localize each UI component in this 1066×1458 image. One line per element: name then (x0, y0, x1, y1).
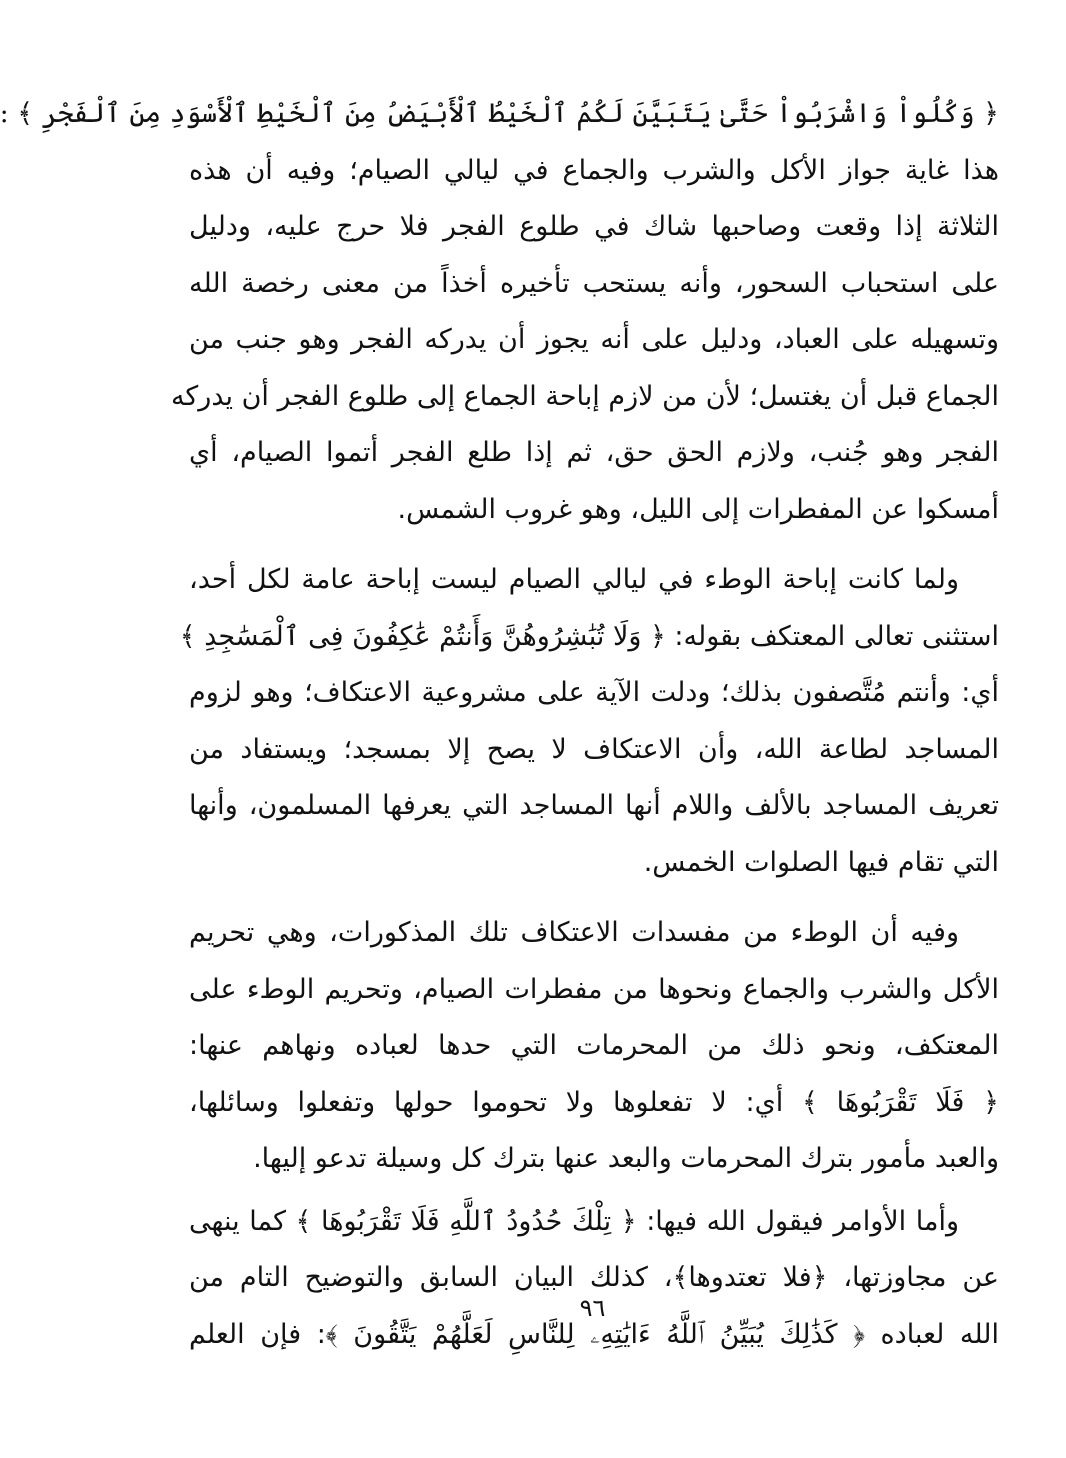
text-line: أي: وأنتم مُتَّصفون بذلك؛ ودلت الآية على مشروعية الاعتكاف؛ وهو لزوم (189, 677, 999, 708)
text-line: وتسهيله على العباد، ودليل على أنه يجوز أن يدركه الفجر وهو جنب من (189, 324, 999, 355)
text-line: تعريف المساجد بالألف واللام أنها المساجد التي يعرفها المسلمون، وأنها (189, 790, 999, 821)
text-line: هذا غاية جواز الأكل والشرب والجماع في ليالي الصيام؛ وفيه أن هذه (189, 154, 999, 186)
text-line: على استحباب السحور، وأنه يستحب تأخيره أخذاً من معنى رخصة الله (189, 267, 999, 299)
text-line: الأكل والشرب والجماع ونحوها من مفطرات الصيام، وتحريم الوطء على (189, 973, 999, 1005)
text-line: الله لعباده ﴿ كَذَٰلِكَ يُبَيِّنُ ٱللَّهُ ءَايَٰتِهِۦ لِلنَّاسِ لَعَلَّهُمْ يَتَّقُونَ ﴾: فإن العلم (189, 1318, 999, 1350)
paragraph-2 (179, 552, 999, 891)
page-body (0, 86, 999, 1363)
text-line: المساجد لطاعة الله، وأن الاعتكاف لا يصح إلا بمسجد؛ ويستفاد من (189, 733, 999, 765)
text-line: ولما كانت إباحة الوطء في ليالي الصيام ليست إباحة عامة لكل أحد، (189, 564, 959, 595)
text-line: ﴿ فَلَا تَقْرَبُوهَا ﴾ أي: لا تفعلوها ولا تحوموا حولها وتفعلوا وسائلها، (189, 1086, 999, 1118)
text-line: الفجر وهو جُنب، ولازم الحق حق، ثم إذا طلع الفجر أتموا الصيام، أي (189, 437, 999, 468)
page-number: ٩٦ (579, 1294, 606, 1322)
text-line: استثنى تعالى المعتكف بقوله: ﴿ وَلَا تُبَٰشِرُوهُنَّ وَأَنتُمْ عَٰكِفُونَ فِى ٱلْمَسَٰجِدِ ﴾ (179, 620, 999, 652)
text-line: وفيه أن الوطء من مفسدات الاعتكاف تلك المذكورات، وهي تحريم (189, 917, 959, 948)
paragraph-3 (189, 905, 999, 1188)
text-line: وأما الأوامر فيقول الله فيها: ﴿ تِلْكَ حُدُودُ ٱللَّهِ فَلَا تَقْرَبُوهَا ﴾ كما ينهى (189, 1205, 959, 1237)
paragraph-1 (0, 86, 999, 538)
text-line: الثلاثة إذا وقعت وصاحبها شاك في طلوع الفجر فلا حرج عليه، ودليل (189, 211, 999, 242)
text-line: المعتكف، ونحو ذلك من المحرمات التي حدها لعباده ونهاهم عنها: (189, 1030, 999, 1061)
text-line: والعبد مأمور بترك المحرمات والبعد عنها بترك كل وسيلة تدعو إليها. (253, 1143, 999, 1174)
paragraph-4 (189, 1194, 999, 1364)
text-line: عن مجاوزتها، ﴿فلا تعتدوها﴾، كذلك البيان السابق والتوضيح التام من (189, 1262, 999, 1293)
verse-line: ﴿ وَكُلُواْ وَاشْرَبُواْ حَتَّىٰ يَتَبَيَّنَ لَكُمُ ٱلْخَيْطُ ٱلْأَبْيَضُ مِنَ ٱلْخَيْطِ ٱلْأَسْوَدِ مِنَ ٱلْفَجْرِ ﴾ : (0, 98, 999, 129)
text-line: الجماع قبل أن يغتسل؛ لأن من لازم إباحة الجماع إلى طلوع الفجر أن يدركه (170, 380, 999, 412)
text-line: التي تقام فيها الصلوات الخمس. (643, 846, 999, 878)
text-line: أمسكوا عن المفطرات إلى الليل، وهو غروب الشمس. (397, 493, 999, 525)
